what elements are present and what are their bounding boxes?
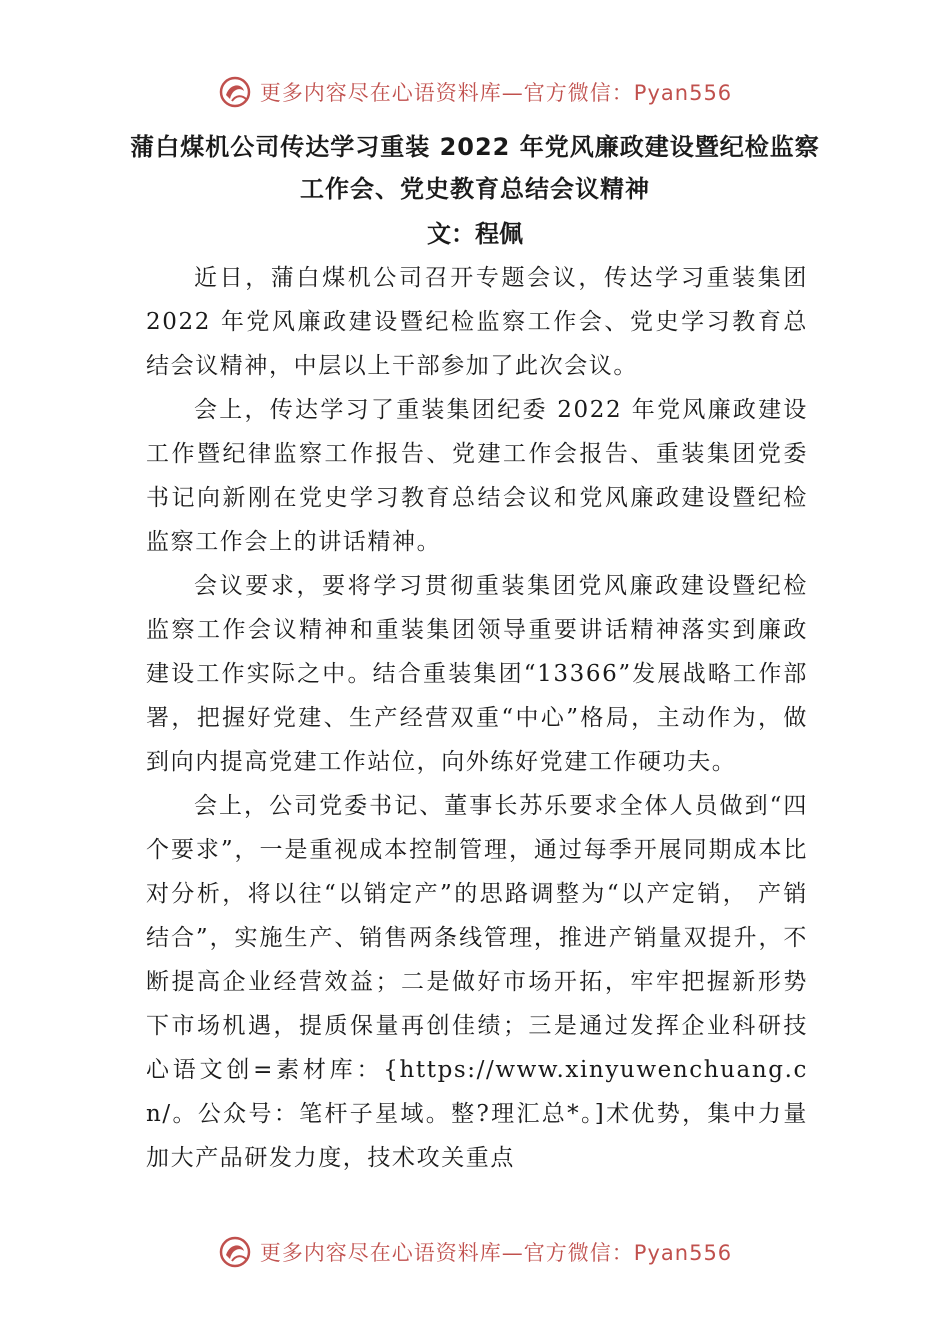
swirl-logo-icon	[218, 75, 252, 109]
document-title: 蒲白煤机公司传达学习重装 2022 年党风廉政建设暨纪检监察工作会、党史教育总结会议精神	[130, 133, 820, 203]
paragraph: 近日，蒲白煤机公司召开专题会议，传达学习重装集团 2022 年党风廉政建设暨纪检监察工作会、党史学习教育总结会议精神，中层以上干部参加了此次会议。	[146, 265, 808, 379]
watermark-header	[0, 70, 950, 114]
paragraph: 会议要求，要将学习贯彻重装集团党风廉政建设暨纪检监察工作会议精神和重装集团领导重要讲话精神落实到廉政建设工作实际之中。结合重装集团“13366”发展战略工作部署，把握好党建、生产经营双重“中心”格局，主动作为，做到向内提高党建工作站位，向外练好党建工作硬功夫。	[146, 573, 808, 775]
document-body	[146, 256, 808, 1180]
watermark-text: 更多内容尽在心语资料库—官方微信：Pyan556	[259, 81, 733, 105]
watermark-text: 更多内容尽在心语资料库—官方微信：Pyan556	[259, 1241, 733, 1265]
watermark-footer	[0, 1230, 950, 1274]
paragraph: 会上，公司党委书记、董事长苏乐要求全体人员做到“四个要求”，一是重视成本控制管理，通过每季开展同期成本比对分析，将以往“以销定产”的思路调整为“以产定销， 产销结合”，实施生产、销售两条线管理，推进产销量双提升，不断提高企业经营效益；二是做好市场开拓，牢牢把握新形势下市场机遇，提质保量再创佳绩；三是通过发挥企业科研技心语文创=素材库：{https://www.xinyuwenchuang.cn/。公众号：笔杆子星域。整?理汇总*。]术优势，集中力量加大产品研发力度，技术攻关重点	[146, 793, 808, 1171]
swirl-logo-icon	[218, 1235, 252, 1269]
document-author: 文：程佩	[427, 220, 523, 248]
paragraph: 会上，传达学习了重装集团纪委 2022 年党风廉政建设工作暨纪律监察工作报告、党建工作会报告、重装集团党委书记向新刚在党史学习教育总结会议和党风廉政建设暨纪检监察工作会上的讲话精神。	[146, 397, 808, 555]
